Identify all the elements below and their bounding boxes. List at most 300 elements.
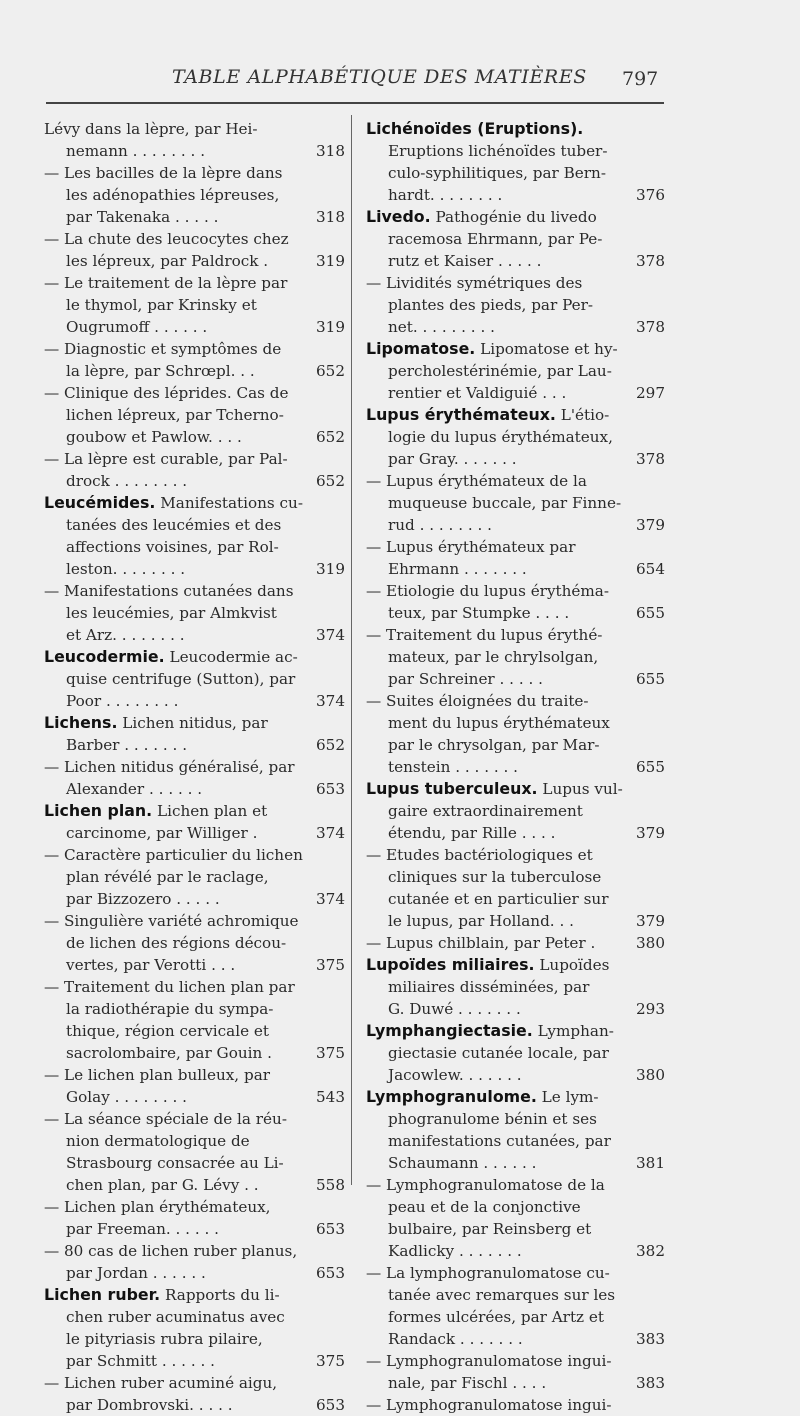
index-line <box>44 778 344 800</box>
entry-text: Barber . . . . . . . <box>66 736 188 754</box>
entry-page-number: 380 <box>636 1066 665 1084</box>
index-line <box>366 580 666 602</box>
entry-text: Pathogénie du livedo <box>430 208 597 226</box>
entry-text: par Takenaka . . . . . <box>66 208 219 226</box>
entry-text: mateux, par le chrylsolgan, <box>388 648 599 666</box>
index-line <box>366 1042 666 1064</box>
index-line <box>366 536 666 558</box>
entry-text: percholestérinémie, par Lau- <box>388 362 612 380</box>
index-entry <box>44 448 344 492</box>
index-entry <box>366 580 666 624</box>
index-line <box>44 1218 344 1240</box>
index-line <box>44 118 344 140</box>
page-number: 797 <box>622 68 659 90</box>
index-line <box>366 426 666 448</box>
entry-text: — Lupus érythémateux par <box>366 538 576 556</box>
index-line <box>44 184 344 206</box>
page-header <box>0 60 800 100</box>
entry-text: — Singulière variété achromique <box>44 912 299 930</box>
index-line <box>366 140 666 162</box>
entry-text: carcinome, par Williger . <box>66 824 258 842</box>
entry-text: formes ulcérées, par Artz et <box>388 1308 604 1326</box>
entry-page-number: 653 <box>316 1220 345 1238</box>
index-line <box>366 734 666 756</box>
entry-text: net. . . . . . . . . <box>388 318 495 336</box>
index-line <box>44 1174 344 1196</box>
entry-text: racemosa Ehrmann, par Pe- <box>388 230 603 248</box>
entry-page-number: 374 <box>316 824 345 842</box>
entry-text: nion dermatologique de <box>66 1132 250 1150</box>
index-entry <box>44 162 344 228</box>
entry-text: culo-syphilitiques, par Bern- <box>388 164 606 182</box>
index-entry <box>366 118 666 206</box>
entry-page-number: 297 <box>636 384 665 402</box>
index-line <box>44 272 344 294</box>
index-line <box>44 558 344 580</box>
entry-page-number: 382 <box>636 1242 665 1260</box>
index-line <box>44 1020 344 1042</box>
entry-text: chen ruber acuminatus avec <box>66 1308 285 1326</box>
index-line <box>44 580 344 602</box>
index-line <box>44 294 344 316</box>
entry-headword: Lichen ruber. <box>44 1285 161 1304</box>
entry-text: plantes des pieds, par Per- <box>388 296 593 314</box>
entry-text: Ougrumoff . . . . . . <box>66 318 208 336</box>
index-line <box>44 1108 344 1130</box>
entry-text: — Lymphogranulomatose de la <box>366 1176 605 1194</box>
entry-text: logie du lupus érythémateux, <box>388 428 613 446</box>
index-line <box>366 1372 666 1394</box>
entry-page-number: 653 <box>316 1264 345 1282</box>
entry-text: — La lèpre est curable, par Pal- <box>44 450 288 468</box>
index-line <box>366 338 666 360</box>
index-line <box>44 162 344 184</box>
index-line <box>366 184 666 206</box>
index-line <box>366 1108 666 1130</box>
index-line <box>44 1130 344 1152</box>
entry-text: Lichen nitidus, par <box>117 714 268 732</box>
entry-page-number: 378 <box>636 252 665 270</box>
index-line <box>44 1240 344 1262</box>
index-line <box>366 778 666 800</box>
index-line <box>44 844 344 866</box>
entry-text: par le chrysolgan, par Mar- <box>388 736 600 754</box>
entry-text: — La lymphogranulomatose cu- <box>366 1264 610 1282</box>
index-line <box>366 1196 666 1218</box>
entry-text: — La séance spéciale de la réu- <box>44 1110 287 1128</box>
entry-text: la radiothérapie du sympa- <box>66 1000 274 1018</box>
index-line <box>44 668 344 690</box>
entry-text: chen plan, par G. Lévy . . <box>66 1176 259 1194</box>
index-entry <box>366 536 666 580</box>
index-entry <box>366 624 666 690</box>
page-title: TABLE ALPHABÉTIQUE DES MATIÈRES <box>172 66 587 88</box>
index-line <box>366 1152 666 1174</box>
index-line <box>44 998 344 1020</box>
entry-text: — Lichen plan érythémateux, <box>44 1198 271 1216</box>
index-line <box>44 470 344 492</box>
index-line <box>366 1064 666 1086</box>
index-line <box>44 712 344 734</box>
index-entry <box>366 690 666 778</box>
entry-text: — Lymphogranulomatose ingui- <box>366 1396 612 1414</box>
entry-page-number: 655 <box>636 670 665 688</box>
index-line <box>44 646 344 668</box>
entry-text: plan révélé par le raclage, <box>66 868 269 886</box>
entry-text: — Suites éloignées du traite- <box>366 692 589 710</box>
index-line <box>44 1086 344 1108</box>
entry-text: Lupoïdes <box>534 956 610 974</box>
index-line <box>44 1372 344 1394</box>
index-line <box>366 1394 666 1416</box>
entry-headword: Leucodermie. <box>44 647 165 666</box>
index-line <box>366 492 666 514</box>
entry-text: Ehrmann . . . . . . . <box>388 560 527 578</box>
index-line <box>366 228 666 250</box>
index-line <box>44 800 344 822</box>
index-line <box>44 382 344 404</box>
entry-page-number: 374 <box>316 692 345 710</box>
index-line <box>366 888 666 910</box>
index-entry <box>44 1240 344 1284</box>
left-column <box>44 118 344 1416</box>
entry-text: par Freeman. . . . . . <box>66 1220 219 1238</box>
index-line <box>44 822 344 844</box>
entry-page-number: 653 <box>316 780 345 798</box>
entry-text: — Manifestations cutanées dans <box>44 582 294 600</box>
entry-page-number: 383 <box>636 1330 665 1348</box>
index-line <box>44 492 344 514</box>
entry-text: — Lichen nitidus généralisé, par <box>44 758 295 776</box>
index-entry <box>44 228 344 272</box>
index-entry <box>366 778 666 844</box>
index-line <box>366 976 666 998</box>
index-line <box>366 690 666 712</box>
index-line <box>366 162 666 184</box>
entry-text: les lépreux, par Paldrock . <box>66 252 269 270</box>
entry-text: gaire extraordinairement <box>388 802 583 820</box>
entry-text: giectasie cutanée locale, par <box>388 1044 609 1062</box>
index-line <box>366 118 666 140</box>
entry-text: hardt. . . . . . . . <box>388 186 503 204</box>
entry-text: — Lupus érythémateux de la <box>366 472 587 490</box>
entry-page-number: 652 <box>316 362 345 380</box>
index-line <box>44 1262 344 1284</box>
index-entry <box>366 1020 666 1086</box>
index-entry <box>366 1174 666 1262</box>
index-line <box>44 734 344 756</box>
index-line <box>366 1086 666 1108</box>
entry-text: G. Duwé . . . . . . . <box>388 1000 521 1018</box>
index-line <box>366 1262 666 1284</box>
index-line <box>366 382 666 404</box>
index-line <box>44 690 344 712</box>
index-line <box>44 888 344 910</box>
entry-text: le thymol, par Krinsky et <box>66 296 257 314</box>
index-line <box>366 1020 666 1042</box>
index-line <box>366 1174 666 1196</box>
column-divider <box>351 115 352 1185</box>
index-line <box>366 470 666 492</box>
index-entry <box>44 1284 344 1372</box>
index-line <box>366 404 666 426</box>
entry-text: rud . . . . . . . . <box>388 516 493 534</box>
entry-page-number: 376 <box>636 186 665 204</box>
index-entry <box>44 646 344 712</box>
index-entry <box>366 1262 666 1350</box>
entry-headword: Lupoïdes miliaires. <box>366 955 535 974</box>
entry-page-number: 380 <box>636 934 665 952</box>
index-entry <box>366 1350 666 1394</box>
index-line <box>44 1042 344 1064</box>
index-entry <box>366 1086 666 1174</box>
entry-page-number: 319 <box>316 318 345 336</box>
entry-page-number: 378 <box>636 450 665 468</box>
index-line <box>366 1218 666 1240</box>
entry-text: les adénopathies lépreuses, <box>66 186 280 204</box>
index-line <box>44 1350 344 1372</box>
index-line <box>44 316 344 338</box>
index-line <box>366 1240 666 1262</box>
index-entry <box>366 206 666 272</box>
entry-headword: Leucémides. <box>44 493 156 512</box>
entry-text: Eruptions lichénoïdes tuber- <box>388 142 608 160</box>
index-entry <box>366 272 666 338</box>
index-entry <box>44 756 344 800</box>
index-entry <box>366 338 666 404</box>
entry-text: Rapports du li- <box>160 1286 280 1304</box>
index-entry <box>44 1196 344 1240</box>
index-line <box>366 822 666 844</box>
index-entry <box>44 1372 344 1416</box>
entry-text: cutanée et en particulier sur <box>388 890 609 908</box>
index-entry <box>44 800 344 844</box>
index-entry <box>366 932 666 954</box>
index-line <box>366 294 666 316</box>
header-rule <box>46 102 664 104</box>
entry-text: par Schreiner . . . . . <box>388 670 543 688</box>
entry-text: par Gray. . . . . . . <box>388 450 517 468</box>
entry-text: leston. . . . . . . . <box>66 560 186 578</box>
index-line <box>44 756 344 778</box>
index-line <box>44 404 344 426</box>
entry-text: bulbaire, par Reinsberg et <box>388 1220 592 1238</box>
entry-page-number: 293 <box>636 1000 665 1018</box>
entry-headword: Lichens. <box>44 713 118 732</box>
entry-page-number: 379 <box>636 912 665 930</box>
entry-text: de lichen des régions décou- <box>66 934 287 952</box>
index-line <box>44 250 344 272</box>
index-entry <box>44 338 344 382</box>
entry-page-number: 378 <box>636 318 665 336</box>
index-line <box>44 360 344 382</box>
index-line <box>366 756 666 778</box>
entry-text: nale, par Fischl . . . . <box>388 1374 547 1392</box>
entry-text: Strasbourg consacrée au Li- <box>66 1154 284 1172</box>
index-entry <box>366 844 666 932</box>
entry-text: Schaumann . . . . . . <box>388 1154 537 1172</box>
index-line <box>44 1284 344 1306</box>
index-line <box>366 800 666 822</box>
entry-text: la lèpre, par Schrœpl. . . <box>66 362 255 380</box>
entry-page-number: 653 <box>316 1396 345 1414</box>
index-line <box>366 514 666 536</box>
entry-page-number: 655 <box>636 604 665 622</box>
entry-text: — Etiologie du lupus érythéma- <box>366 582 609 600</box>
entry-text: Le lym- <box>536 1088 599 1106</box>
index-line <box>366 448 666 470</box>
index-entry <box>44 272 344 338</box>
entry-text: étendu, par Rille . . . . <box>388 824 556 842</box>
entry-headword: Lupus tuberculeux. <box>366 779 538 798</box>
index-line <box>366 954 666 976</box>
entry-page-number: 374 <box>316 890 345 908</box>
entry-page-number: 558 <box>316 1176 345 1194</box>
entry-text: sacrolombaire, par Gouin . <box>66 1044 272 1062</box>
entry-page-number: 381 <box>636 1154 665 1172</box>
index-entry <box>44 712 344 756</box>
index-line <box>44 954 344 976</box>
entry-headword: Lymphogranulome. <box>366 1087 537 1106</box>
index-entry <box>366 954 666 1020</box>
entry-text: — 80 cas de lichen ruber planus, <box>44 1242 298 1260</box>
entry-page-number: 655 <box>636 758 665 776</box>
entry-text: le pityriasis rubra pilaire, <box>66 1330 263 1348</box>
right-column <box>366 118 666 1416</box>
entry-page-number: 379 <box>636 824 665 842</box>
index-line <box>44 910 344 932</box>
entry-text: Randack . . . . . . . <box>388 1330 523 1348</box>
index-line <box>44 206 344 228</box>
index-line <box>366 272 666 294</box>
entry-text: phogranulome bénin et ses <box>388 1110 597 1128</box>
index-line <box>44 1328 344 1350</box>
entry-text: — Le traitement de la lèpre par <box>44 274 288 292</box>
entry-page-number: 375 <box>316 1044 345 1062</box>
entry-headword: Lymphangiectasie. <box>366 1021 533 1040</box>
entry-text: — Les bacilles de la lèpre dans <box>44 164 283 182</box>
entry-headword: Lichénoïdes (Eruptions). <box>366 119 584 138</box>
entry-text: — Caractère particulier du lichen <box>44 846 303 864</box>
entry-text: Jacowlew. . . . . . . <box>388 1066 522 1084</box>
entry-page-number: 319 <box>316 252 345 270</box>
index-line <box>366 206 666 228</box>
entry-page-number: 379 <box>636 516 665 534</box>
entry-text: par Bizzozero . . . . . <box>66 890 220 908</box>
entry-text: muqueuse buccale, par Finne- <box>388 494 622 512</box>
index-line <box>44 1306 344 1328</box>
entry-text: — La chute des leucocytes chez <box>44 230 289 248</box>
entry-text: vertes, par Verotti . . . <box>66 956 236 974</box>
index-line <box>366 844 666 866</box>
entry-text: — Diagnostic et symptômes de <box>44 340 282 358</box>
entry-page-number: 652 <box>316 736 345 754</box>
index-entry <box>44 382 344 448</box>
index-line <box>366 932 666 954</box>
index-line <box>366 602 666 624</box>
entry-text: Lichen plan et <box>152 802 268 820</box>
entry-text: affections voisines, par Rol- <box>66 538 279 556</box>
index-line <box>366 1328 666 1350</box>
index-entry <box>366 470 666 536</box>
index-line <box>44 514 344 536</box>
index-line <box>44 866 344 888</box>
index-line <box>44 602 344 624</box>
index-line <box>366 668 666 690</box>
entry-text: goubow et Pawlow. . . . <box>66 428 242 446</box>
index-line <box>44 624 344 646</box>
entry-text: Leucodermie ac- <box>164 648 298 666</box>
entry-headword: Livedo. <box>366 207 431 226</box>
entry-text: Poor . . . . . . . . <box>66 692 179 710</box>
entry-text: ment du lupus érythémateux <box>388 714 610 732</box>
entry-page-number: 543 <box>316 1088 345 1106</box>
index-entry <box>44 910 344 976</box>
entry-text: — Etudes bactériologiques et <box>366 846 593 864</box>
index-line <box>366 360 666 382</box>
index-line <box>44 1064 344 1086</box>
entry-text: — Lividités symétriques des <box>366 274 583 292</box>
index-line <box>44 1196 344 1218</box>
entry-text: Lipomatose et hy- <box>475 340 618 358</box>
index-line <box>366 1306 666 1328</box>
index-line <box>366 646 666 668</box>
index-line <box>44 976 344 998</box>
entry-text: — Clinique des léprides. Cas de <box>44 384 289 402</box>
entry-text: par Jordan . . . . . . <box>66 1264 206 1282</box>
index-entry <box>44 118 344 162</box>
entry-text: tanées des leucémies et des <box>66 516 282 534</box>
index-line <box>366 712 666 734</box>
index-entry <box>366 404 666 470</box>
entry-text: Lymphan- <box>532 1022 614 1040</box>
entry-text: tanée avec remarques sur les <box>388 1286 616 1304</box>
entry-text: quise centrifuge (Sutton), par <box>66 670 296 688</box>
entry-headword: Lichen plan. <box>44 801 153 820</box>
entry-text: — Le lichen plan bulleux, par <box>44 1066 271 1084</box>
entry-text: Lévy dans la lèpre, par Hei- <box>44 120 258 138</box>
index-line <box>366 558 666 580</box>
entry-text: par Dombrovski. . . . . <box>66 1396 233 1414</box>
entry-text: Golay . . . . . . . . <box>66 1088 188 1106</box>
entry-text: thique, région cervicale et <box>66 1022 269 1040</box>
index-entry <box>44 976 344 1064</box>
index-line <box>366 250 666 272</box>
entry-text: rutz et Kaiser . . . . . <box>388 252 542 270</box>
entry-text: rentier et Valdiguié . . . <box>388 384 567 402</box>
index-line <box>366 1284 666 1306</box>
index-line <box>366 910 666 932</box>
entry-text: par Schmitt . . . . . . <box>66 1352 215 1370</box>
index-entry <box>44 1064 344 1108</box>
entry-text: — Lupus chilblain, par Peter . <box>366 934 596 952</box>
entry-headword: Lupus érythémateux. <box>366 405 556 424</box>
entry-page-number: 375 <box>316 1352 345 1370</box>
entry-text: tenstein . . . . . . . <box>388 758 518 776</box>
index-entry <box>44 580 344 646</box>
index-line <box>44 228 344 250</box>
entry-text: Manifestations cu- <box>155 494 303 512</box>
index-line <box>44 338 344 360</box>
index-line <box>366 998 666 1020</box>
entry-text: cliniques sur la tuberculose <box>388 868 602 886</box>
entry-page-number: 654 <box>636 560 665 578</box>
index-line <box>366 866 666 888</box>
entry-text: peau et de la conjonctive <box>388 1198 581 1216</box>
entry-text: L'étio- <box>555 406 610 424</box>
entry-text: teux, par Stumpke . . . . <box>388 604 570 622</box>
entry-page-number: 319 <box>316 560 345 578</box>
